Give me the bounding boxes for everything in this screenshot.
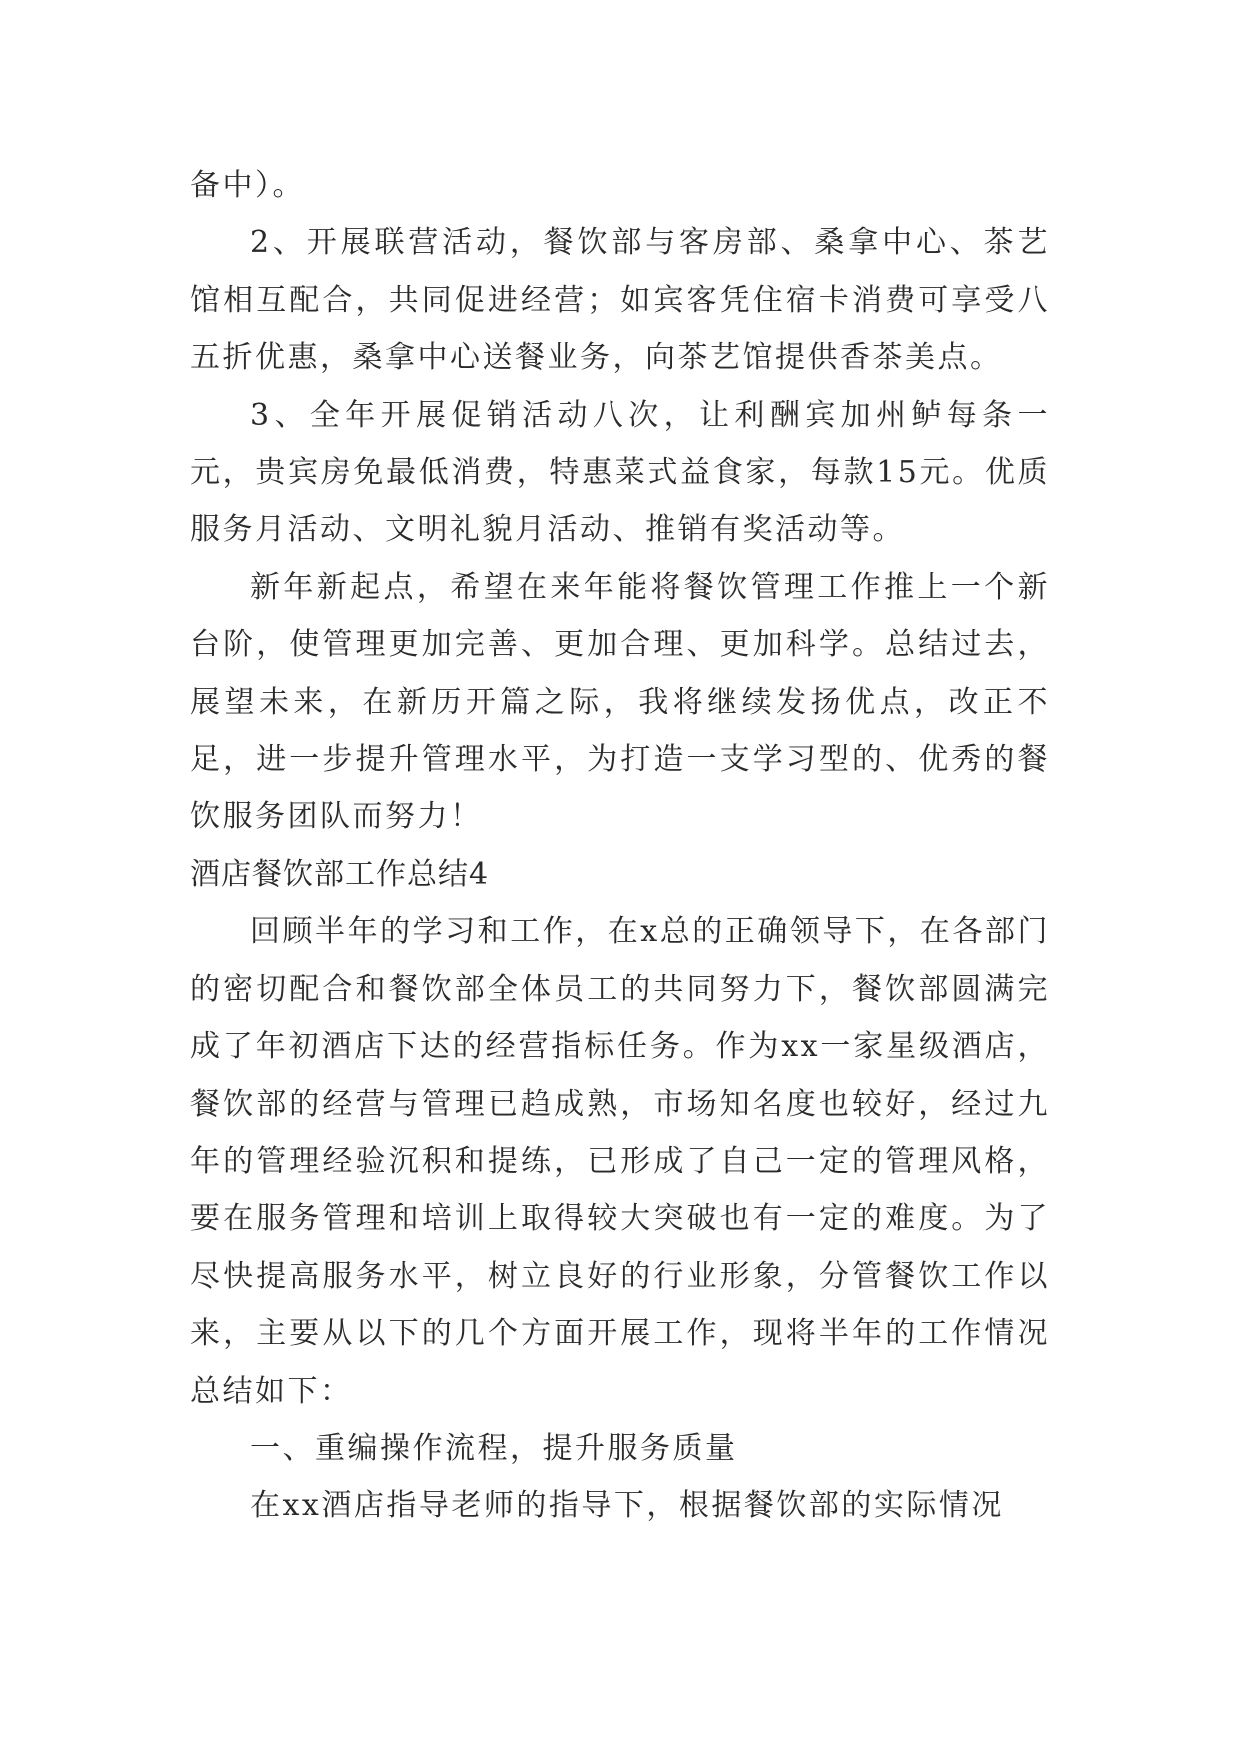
paragraph-continuation: 备中）。	[190, 168, 305, 203]
document-body	[190, 157, 1050, 1535]
paragraph-review: 回顾半年的学习和工作，在x总的正确领导下，在各部门的密切配合和餐饮部全体员工的共同努力下，餐饮部圆满完成了年初酒店下达的经营指标任务。作为xx一家星级酒店，餐饮部的经营与管理已趋成熟，市场知名度也较好，经过九年的管理经验沉积和提练，已形成了自己一定的管理风格，要在服务管理和培训上取得较大突破也有一定的难度。为了尽快提高服务水平，树立良好的行业形象，分管餐饮工作以来，主要从以下的几个方面开展工作，现将半年的工作情况总结如下：	[190, 914, 1050, 1409]
paragraph-guidance: 在xx酒店指导老师的指导下，根据餐饮部的实际情况	[250, 1488, 1004, 1524]
section-title: 酒店餐饮部工作总结4	[190, 856, 490, 892]
paragraph-item-3: 3、全年开展促销活动八次，让利酬宾加州鲈每条一元，贵宾房免最低消费，特惠菜式益食家，每款15元。优质服务月活动、文明礼貌月活动、推销有奖活动等。	[190, 397, 1050, 548]
paragraph-item-2: 2、开展联营活动，餐饮部与客房部、桑拿中心、茶艺馆相互配合，共同促进经营；如宾客凭住宿卡消费可享受八五折优惠，桑拿中心送餐业务，向茶艺馆提供香茶美点。	[190, 225, 1050, 376]
paragraph-closing: 新年新起点，希望在来年能将餐饮管理工作推上一个新台阶，使管理更加完善、更加合理、更加科学。总结过去，展望未来，在新历开篇之际，我将继续发扬优点，改正不足，进一步提升管理水平，为打造一支学习型的、优秀的餐饮服务团队而努力！	[190, 569, 1050, 835]
section-heading-1: 一、重编操作流程，提升服务质量	[250, 1430, 738, 1466]
